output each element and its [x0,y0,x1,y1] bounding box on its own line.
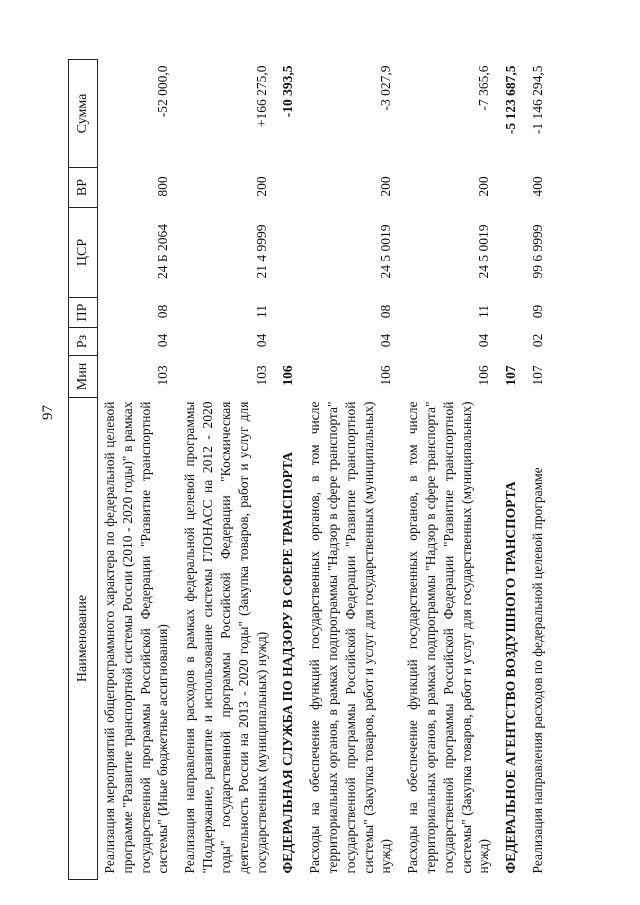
row-sum: -3 027,9 [378,65,394,111]
row-sum: -10 393,5 [280,65,296,118]
row-min: 106 [280,365,296,386]
row-min: 106 [378,365,394,386]
header-rz: Рз [69,328,98,356]
row-name: Реализация направления расходов по федеральной целевой программе [530,467,546,874]
row-sum: -5 123 687,5 [503,65,519,135]
table-row [401,60,499,880]
row-vr: 200 [378,176,394,197]
row-vr: 200 [476,176,492,197]
header-vr: ВР [69,168,98,208]
row-vr: 800 [155,176,171,197]
row-csr: 24 5 0019 [476,224,492,279]
row-rz [276,328,303,356]
row-rz: 02 [530,333,546,348]
header-pr: ПР [69,298,98,328]
agency-row [499,60,526,880]
row-min: 103 [155,365,171,386]
row-rz: 04 [476,333,492,348]
row-min: 107 [503,365,519,386]
row-pr [499,298,526,328]
row-csr [499,208,526,298]
row-pr [276,298,303,328]
row-sum: -1 146 294,5 [530,65,546,135]
row-csr: 99 6 9999 [530,224,546,279]
row-pr: 11 [253,305,269,318]
row-pr: 09 [530,304,546,319]
row-name: Расходы на обеспечение функций государственных органов, в том числе территориальных органов, в рамках подпрограммы "Надзор в сфере транспорта" государственной программы Российской Федерации "Развитие транспортной системы" (Закупка товаров, работ и услуг для государственных (муниципальных) нужд) [405,401,492,874]
row-rz: 04 [378,333,394,348]
row-min: 103 [253,365,269,386]
row-pr: 08 [155,304,171,319]
table-row [178,60,276,880]
row-min: 106 [476,365,492,386]
rotated-table-container [68,60,626,880]
row-name: Расходы на обеспечение функций государственных органов, в том числе территориальных органов, в рамках подпрограммы "Надзор в сфере транспорта" государственной программы Российской Федерации "Развитие транспортной системы" (Закупка товаров, работ и услуг для государственных (муниципальных) нужд) [307,401,394,874]
agency-row [276,60,303,880]
row-vr [499,168,526,208]
row-name: Реализация направления расходов в рамках федеральной целевой программы "Поддержание, развитие и использование системы ГЛОНАСС на 2012 - 2020 годы" государственной программы Российской Федерации "Космическая деятельность России на 2013 - 2020 годы" (Закупка товаров, работ и услуг для государственных (муниципальных) нужд) [182,401,269,874]
header-name: Наименование [69,398,98,880]
row-csr: 24 5 0019 [378,224,394,279]
row-name: Реализация мероприятий общепрограммного характера по федеральной целевой программе "Развитие транспортной системы России (2010 - 2020 годы)" в рамках государственной программы Российской Федерации "Развитие транспортной системы" (Иные бюджетные ассигнования) [102,401,171,874]
row-rz: 04 [155,333,171,348]
row-pr: 08 [378,304,394,319]
budget-table [68,59,553,880]
row-vr: 200 [253,176,269,197]
row-sum: +166 275,0 [253,65,269,128]
row-csr: 21 4 9999 [253,224,269,279]
row-vr: 400 [530,176,546,197]
header-sum: Сумма [69,60,98,168]
row-csr: 24 Б 2064 [155,224,171,280]
row-sum: -7 365,6 [476,65,492,111]
row-csr [276,208,303,298]
row-sum: -52 000,0 [155,65,171,118]
header-min: Мин [69,356,98,398]
row-rz [499,328,526,356]
table-header-row [69,60,98,880]
table-row [98,60,179,880]
row-pr: 11 [476,305,492,318]
header-csr: ЦСР [69,208,98,298]
table-row [303,60,401,880]
row-min: 107 [530,365,546,386]
table-row [526,60,553,880]
agency-name: ФЕДЕРАЛЬНАЯ СЛУЖБА ПО НАДЗОРУ В СФЕРЕ ТРАНСПОРТА [280,451,296,874]
page-number: 97 [40,405,56,420]
agency-name: ФЕДЕРАЛЬНОЕ АГЕНТСТВО ВОЗДУШНОГО ТРАНСПОРТА [503,481,519,874]
row-rz: 04 [253,333,269,348]
row-vr [276,168,303,208]
